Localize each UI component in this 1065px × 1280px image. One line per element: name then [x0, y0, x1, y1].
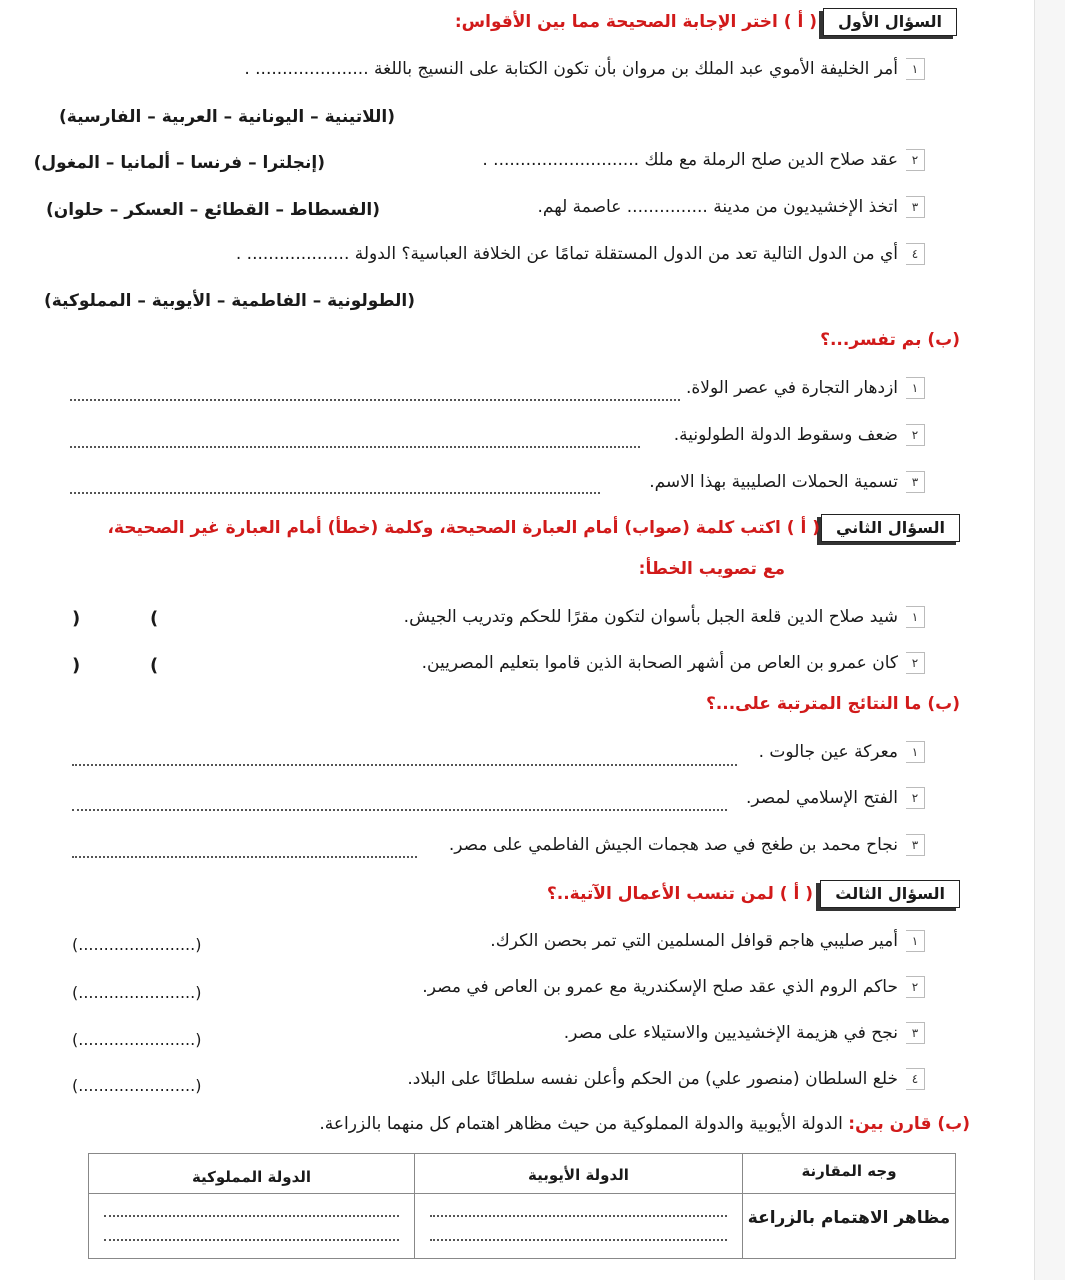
item-number: ٣ — [906, 1022, 925, 1044]
answer-blank[interactable]: (.......................) — [72, 1076, 202, 1095]
item-text: اتخذ الإخشيديون من مدينة ............... عاصمة لهم. — [537, 197, 898, 217]
item-number: ١ — [906, 741, 925, 763]
item-number: ١ — [906, 930, 925, 952]
answer-line[interactable] — [104, 1239, 399, 1241]
table-header-ayyubid: الدولة الأيوبية — [415, 1154, 743, 1194]
item-number: ٢ — [906, 424, 925, 446]
q1-item-1 — [244, 58, 925, 80]
q2-part-a-label-2: مع تصويب الخطأ: — [638, 559, 785, 579]
answer-paren-close: ) — [150, 608, 159, 629]
table-header-mamluk: الدولة المملوكية — [89, 1154, 415, 1194]
answer-line[interactable] — [72, 809, 727, 811]
q2-item-1 — [404, 606, 925, 628]
table-header-aspect: وجه المقارنة — [743, 1154, 956, 1194]
q1-explain-2 — [674, 424, 925, 446]
item-text: خلع السلطان (منصور علي) من الحكم وأعلن نفسه سلطانًا على البلاد. — [407, 1069, 898, 1089]
q1-choices-2: (إنجلترا – فرنسا – ألمانيا – المغول) — [33, 153, 325, 173]
answer-line[interactable] — [72, 764, 737, 766]
page-edge — [1034, 0, 1065, 1280]
answer-paren-open: ( — [72, 608, 81, 629]
answer-blank[interactable]: (.......................) — [72, 935, 202, 954]
question-2-title: السؤال الثاني — [821, 514, 960, 542]
answer-line[interactable] — [70, 399, 680, 401]
answer-line[interactable] — [70, 492, 600, 494]
q3-part-b — [319, 1114, 970, 1134]
item-number: ١ — [906, 606, 925, 628]
item-text: أمر الخليفة الأموي عبد الملك بن مروان بأن تكون الكتابة على النسيج باللغة ..................... . — [244, 59, 898, 79]
q1-explain-3 — [649, 471, 925, 493]
item-text: ضعف وسقوط الدولة الطولونية. — [673, 425, 898, 445]
answer-paren-close: ) — [150, 655, 159, 676]
comparison-table — [88, 1153, 956, 1259]
answer-line[interactable] — [72, 856, 417, 858]
answer-line[interactable] — [104, 1215, 399, 1217]
item-text: ازدهار التجارة في عصر الولاة. — [685, 378, 898, 398]
q1-explain-1 — [686, 377, 925, 399]
q1-choices-4: (الطولونية – الفاطمية – الأيوبية – المملوكية) — [43, 291, 415, 311]
item-number: ١ — [906, 58, 925, 80]
q3-part-b-text: الدولة الأيوبية والدولة المملوكية من حيث مظاهر اهتمام كل منهما بالزراعة. — [319, 1114, 843, 1134]
item-text: معركة عين جالوت . — [758, 742, 898, 762]
q1-part-a-label: ( أ ) اختر الإجابة الصحيحة مما بين الأقواس: — [454, 12, 817, 32]
q3-item-4 — [407, 1068, 925, 1090]
q1-item-2 — [482, 149, 925, 171]
answer-line[interactable] — [70, 446, 640, 448]
q2-result-3 — [449, 834, 925, 856]
item-text: تسمية الحملات الصليبية بهذا الاسم. — [649, 472, 898, 492]
q1-choices-3: (الفسطاط – القطائع – العسكر – حلوان) — [45, 200, 380, 220]
question-3-title: السؤال الثالث — [820, 880, 960, 908]
answer-blank[interactable]: (.......................) — [72, 1030, 202, 1049]
q3-part-b-label: (ب) قارن بين: — [848, 1114, 970, 1134]
question-1-title: السؤال الأول — [823, 8, 957, 36]
item-text: الفتح الإسلامي لمصر. — [745, 788, 898, 808]
item-number: ٢ — [906, 787, 925, 809]
item-text: أي من الدول التالية تعد من الدول المستقلة تمامًا عن الخلافة العباسية؟ الدولة ................... . — [235, 244, 898, 264]
q3-item-3 — [564, 1022, 925, 1044]
item-number: ١ — [906, 377, 925, 399]
answer-paren-open: ( — [72, 655, 81, 676]
item-text: حاكم الروم الذي عقد صلح الإسكندرية مع عمرو بن العاص في مصر. — [422, 977, 898, 997]
answer-blank[interactable]: (.......................) — [72, 983, 202, 1002]
q2-result-2 — [746, 787, 925, 809]
item-number: ٢ — [906, 976, 925, 998]
q1-part-b-label: (ب) بم تفسر...؟ — [820, 330, 960, 350]
answer-line[interactable] — [430, 1239, 727, 1241]
q2-item-2 — [422, 652, 925, 674]
item-number: ٤ — [906, 1068, 925, 1090]
table-cell-ayyubid[interactable] — [415, 1194, 743, 1259]
q3-part-a-label: ( أ ) لمن تنسب الأعمال الآتية..؟ — [546, 884, 813, 904]
item-text: نجح في هزيمة الإخشيديين والاستيلاء على مصر. — [563, 1023, 898, 1043]
item-number: ٤ — [906, 243, 925, 265]
q2-part-a-label: ( أ ) اكتب كلمة (صواب) أمام العبارة الصحيحة، وكلمة (خطأ) أمام العبارة غير الصحيحة، — [107, 518, 820, 538]
q2-result-1 — [759, 741, 925, 763]
item-number: ٢ — [906, 652, 925, 674]
item-number: ٢ — [906, 149, 925, 171]
q3-item-2 — [422, 976, 925, 998]
item-text: شيد صلاح الدين قلعة الجبل بأسوان لتكون مقرًا للحكم وتدريب الجيش. — [403, 607, 898, 627]
q3-item-1 — [490, 930, 925, 952]
item-number: ٣ — [906, 834, 925, 856]
item-text: أمير صليبي هاجم قوافل المسلمين التي تمر بحصن الكرك. — [490, 931, 898, 951]
item-number: ٣ — [906, 196, 925, 218]
item-text: كان عمرو بن العاص من أشهر الصحابة الذين قاموا بتعليم المصريين. — [421, 653, 898, 673]
q1-item-4 — [236, 243, 925, 265]
answer-line[interactable] — [430, 1215, 727, 1217]
q1-item-3 — [538, 196, 925, 218]
q2-part-b-label: (ب) ما النتائج المترتبة على...؟ — [705, 694, 960, 714]
table-row-label: مظاهر الاهتمام بالزراعة — [743, 1194, 956, 1259]
table-cell-mamluk[interactable] — [89, 1194, 415, 1259]
item-text: عقد صلاح الدين صلح الرملة مع ملك ........................... . — [482, 150, 898, 170]
item-number: ٣ — [906, 471, 925, 493]
q1-choices-1: (اللاتينية – اليونانية – العربية – الفارسية) — [59, 107, 395, 127]
item-text: نجاح محمد بن طغج في صد هجمات الجيش الفاطمي على مصر. — [448, 835, 898, 855]
